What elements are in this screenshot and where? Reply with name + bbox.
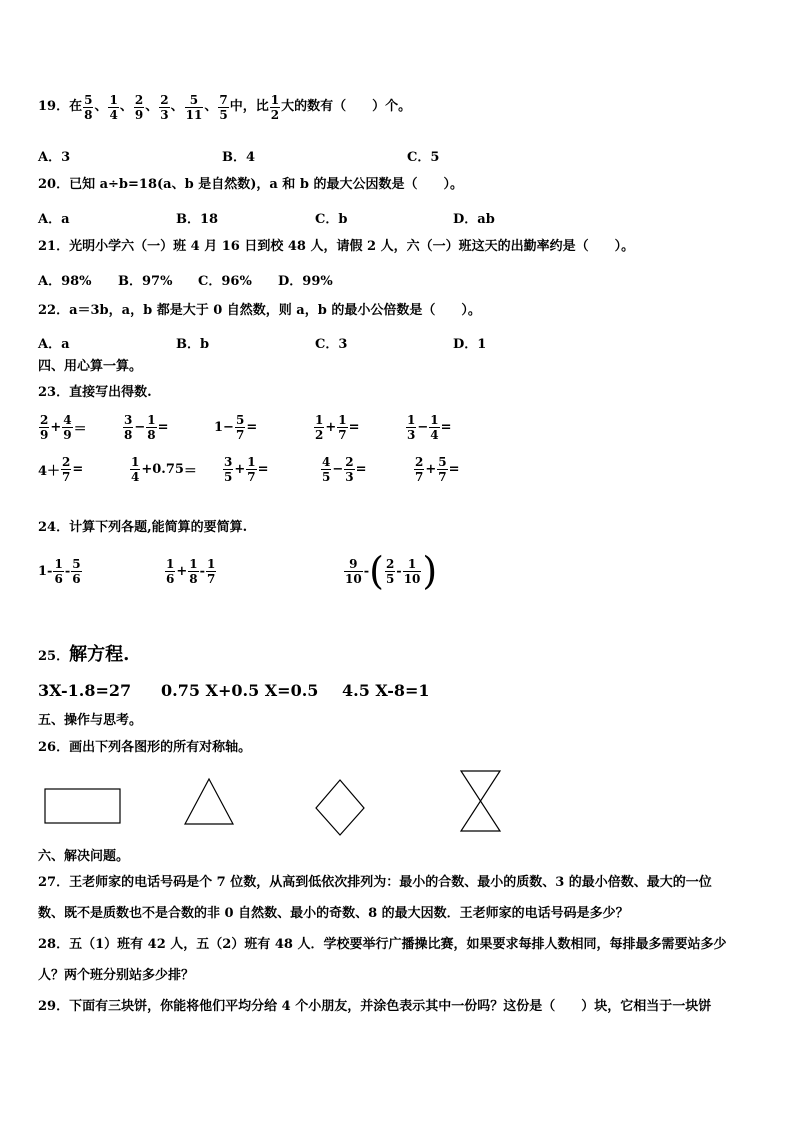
q21-option-d: D．99% <box>278 274 333 289</box>
denominator: 9 <box>63 428 72 442</box>
equals-sign: = <box>440 420 452 435</box>
q22-option-c: C．3 <box>315 337 348 352</box>
denominator: 7 <box>415 470 424 484</box>
denominator: 7 <box>338 428 347 442</box>
q19-fraction <box>185 93 204 122</box>
q19-fraction <box>134 93 144 122</box>
fraction <box>53 557 63 586</box>
equals-sign: = <box>348 420 360 435</box>
question-26: 26．画出下列各图形的所有对称轴。 <box>38 740 252 755</box>
q23-expression <box>129 455 197 484</box>
numerator: 4 <box>322 455 331 469</box>
numerator: 2 <box>134 92 144 107</box>
numerator: 2 <box>160 92 169 107</box>
denominator: 9 <box>40 428 49 442</box>
numerator: 1 <box>54 557 63 571</box>
section-5-heading: 五、操作与思考。 <box>38 713 143 728</box>
numerator: 2 <box>345 455 354 469</box>
equals-sign: = <box>157 420 169 435</box>
q19-fraction <box>159 93 169 122</box>
fraction <box>414 455 424 484</box>
q22-option-b: B．b <box>176 337 210 352</box>
q23-expression <box>313 413 360 442</box>
denominator: 5 <box>224 470 233 484</box>
operand: 1- <box>38 564 53 579</box>
q19-fraction <box>218 93 228 122</box>
fraction <box>146 413 156 442</box>
denominator: 5 <box>385 571 395 586</box>
equals-sign: ＝ <box>73 422 87 437</box>
q23-expression <box>38 413 87 442</box>
denominator: 6 <box>54 572 63 586</box>
q23-expression <box>405 413 452 442</box>
numerator: 1 <box>166 557 175 571</box>
question-number: 19． <box>38 99 70 114</box>
denominator: 8 <box>84 107 93 122</box>
q19-reference-fraction <box>270 93 280 122</box>
numerator: 1 <box>247 455 256 469</box>
denominator: 7 <box>235 428 245 442</box>
operator: − <box>134 420 146 435</box>
fraction <box>62 413 72 442</box>
denominator: 7 <box>247 470 256 484</box>
numerator: 1 <box>430 413 439 427</box>
numerator: 1 <box>407 556 417 571</box>
operator: - <box>363 563 370 579</box>
numerator: 5 <box>189 92 199 107</box>
equals-sign: = <box>72 462 84 477</box>
numerator: 2 <box>415 455 424 469</box>
denominator: 8 <box>147 428 156 442</box>
q19-option-c: C．5 <box>407 150 440 165</box>
question-28-line-1: 28．五（1）班有 42 人，五（2）班有 48 人．学校要举行广播操比赛，如果要求每排人数相同，每排最多需要站多少 <box>38 937 727 952</box>
fraction <box>165 557 175 586</box>
question-20: 20．已知 a÷b=18(a、b 是自然数)，a 和 b 的最大公因数是（ ）。 <box>38 177 463 192</box>
q23-expression <box>222 455 269 484</box>
q19-option-a: A．3 <box>38 150 71 165</box>
question-25 <box>38 640 129 666</box>
operand: 4＋ <box>38 464 61 479</box>
q24-expression-2 <box>164 557 217 586</box>
question-28-line-2: 人？两个班分别站多少排？ <box>38 968 195 983</box>
denominator: 4 <box>131 470 140 484</box>
denominator: 6 <box>166 572 175 586</box>
fraction <box>403 557 422 586</box>
numerator: 1 <box>338 413 347 427</box>
numerator: 1 <box>189 557 198 571</box>
denominator: 3 <box>407 428 416 442</box>
fraction <box>61 455 71 484</box>
denominator: 11 <box>185 107 203 122</box>
separator: 、 <box>170 99 184 114</box>
operator: - <box>396 563 402 579</box>
denominator: 7 <box>207 572 216 586</box>
numerator: 1 <box>131 455 140 469</box>
equals-sign: = <box>448 462 460 477</box>
denominator: 3 <box>160 107 169 122</box>
q25-number: 25． <box>38 649 70 664</box>
q22-option-a: A．a <box>38 337 70 352</box>
numerator: 3 <box>124 413 133 427</box>
q23-expression <box>320 455 367 484</box>
operator: − <box>417 420 429 435</box>
question-24: 24．计算下列各题,能简算的要简算. <box>38 520 248 535</box>
equals-sign: ＝ <box>183 464 197 479</box>
q19-fraction <box>83 93 93 122</box>
q25-equation-2: 0.75 X+0.5 X=0.5 <box>161 681 319 700</box>
operator: + <box>425 462 437 477</box>
question-19 <box>38 90 411 124</box>
fraction <box>429 413 439 442</box>
q20-option-b: B．18 <box>176 212 219 227</box>
fraction <box>235 413 245 442</box>
fraction <box>385 557 395 586</box>
fraction <box>337 413 347 442</box>
hourglass-shape <box>458 769 504 833</box>
question-27-line-1: 27．王老师家的电话号码是个 7 位数，从高到低依次排列为：最小的合数、最小的质数、3 的最小倍数、最大的一位 <box>38 875 712 890</box>
fraction <box>314 413 324 442</box>
right-paren: ) <box>422 549 438 593</box>
numerator: 5 <box>72 557 81 571</box>
question-text: 大的数有（ ）个。 <box>281 99 412 114</box>
question-text: 中，比 <box>229 99 269 114</box>
fraction <box>39 413 49 442</box>
question-23: 23．直接写出得数. <box>38 385 152 400</box>
fraction <box>344 557 363 586</box>
denominator: 10 <box>403 571 421 586</box>
denominator: 9 <box>134 107 144 122</box>
numerator: 7 <box>219 92 228 107</box>
fraction <box>344 455 354 484</box>
question-22: 22．a＝3b，a，b 都是大于 0 自然数，则 a，b 的最小公倍数是（ ）。 <box>38 303 481 318</box>
q24-expression-1 <box>38 557 83 586</box>
question-27-line-2: 数、既不是质数也不是合数的非 0 自然数、最小的奇数、8 的最大因数．王老师家的电话号码是多少？ <box>38 906 629 921</box>
q23-expression <box>38 455 83 484</box>
operator: − <box>332 462 344 477</box>
denominator: 7 <box>62 470 71 484</box>
separator: 、 <box>204 99 218 114</box>
equals-sign: = <box>246 420 258 435</box>
fraction <box>188 557 198 586</box>
fraction <box>406 413 416 442</box>
numerator: 2 <box>62 455 71 469</box>
denominator: 4 <box>109 107 118 122</box>
numerator: 5 <box>235 413 245 427</box>
denominator: 3 <box>345 470 354 484</box>
q21-option-b: B．97% <box>118 274 173 289</box>
operator: + <box>234 462 246 477</box>
denominator: 8 <box>189 572 198 586</box>
fraction <box>130 455 140 484</box>
triangle-shape <box>183 777 235 827</box>
numerator: 1 <box>109 92 118 107</box>
q25-equation-1: 3X-1.8=27 <box>38 681 132 700</box>
fraction <box>123 413 133 442</box>
denominator: 6 <box>72 572 81 586</box>
q19-fraction <box>108 93 118 122</box>
denominator: 2 <box>270 107 280 122</box>
q25-equation-3: 4.5 X-8=1 <box>342 681 430 700</box>
denominator: 8 <box>124 428 133 442</box>
question-21: 21．光明小学六（一）班 4 月 16 日到校 48 人，请假 2 人，六（一）班这天的出勤率约是（ ）。 <box>38 239 635 254</box>
operator: - <box>199 564 206 579</box>
equals-sign: = <box>257 462 269 477</box>
numerator: 5 <box>84 92 93 107</box>
q19-option-b: B．4 <box>222 150 256 165</box>
operand: 1− <box>214 420 234 435</box>
section-4-heading: 四、用心算一算。 <box>38 359 143 374</box>
fraction <box>71 557 81 586</box>
question-29-line-1: 29．下面有三块饼，你能将他们平均分给 4 个小朋友，并涂色表示其中一份吗？这份是（ ）块，它相当于一块饼 <box>38 999 712 1014</box>
denominator: 4 <box>430 428 439 442</box>
operator: - <box>64 564 71 579</box>
numerator: 3 <box>224 455 233 469</box>
numerator: 5 <box>438 455 447 469</box>
section-6-heading: 六、解决问题。 <box>38 849 130 864</box>
q23-expression <box>413 455 460 484</box>
rectangle-shape <box>44 788 122 826</box>
fraction <box>437 455 447 484</box>
separator: 、 <box>94 99 108 114</box>
left-paren: ( <box>369 549 384 593</box>
denominator: 5 <box>219 107 228 122</box>
q22-option-d: D．1 <box>453 337 487 352</box>
numerator: 9 <box>349 556 358 571</box>
fraction <box>206 557 216 586</box>
operator: + <box>176 564 188 579</box>
numerator: 1 <box>270 92 280 107</box>
rhombus-shape <box>314 778 366 838</box>
fraction <box>321 455 331 484</box>
q20-option-a: A．a <box>38 212 70 227</box>
numerator: 1 <box>147 413 156 427</box>
operator: +0.75 <box>141 462 184 477</box>
q23-expression <box>214 413 257 442</box>
fraction <box>246 455 256 484</box>
fraction <box>223 455 233 484</box>
denominator: 5 <box>322 470 331 484</box>
numerator: 1 <box>207 557 216 571</box>
numerator: 4 <box>63 413 72 427</box>
q21-option-a: A．98% <box>38 274 92 289</box>
denominator: 2 <box>315 428 324 442</box>
separator: 、 <box>145 99 159 114</box>
numerator: 1 <box>407 413 416 427</box>
operator: + <box>50 420 62 435</box>
q24-expression-3 <box>343 549 438 593</box>
operator: + <box>325 420 337 435</box>
denominator: 10 <box>345 571 362 586</box>
numerator: 2 <box>40 413 49 427</box>
q20-option-d: D．ab <box>453 212 495 227</box>
q23-expression <box>122 413 169 442</box>
numerator: 2 <box>385 556 395 571</box>
denominator: 7 <box>438 470 447 484</box>
equals-sign: = <box>355 462 367 477</box>
question-text: 在 <box>69 99 83 114</box>
separator: 、 <box>119 99 133 114</box>
q21-option-c: C．96% <box>198 274 252 289</box>
q20-option-c: C．b <box>315 212 348 227</box>
numerator: 1 <box>315 413 324 427</box>
q25-title: 解方程. <box>69 644 130 665</box>
